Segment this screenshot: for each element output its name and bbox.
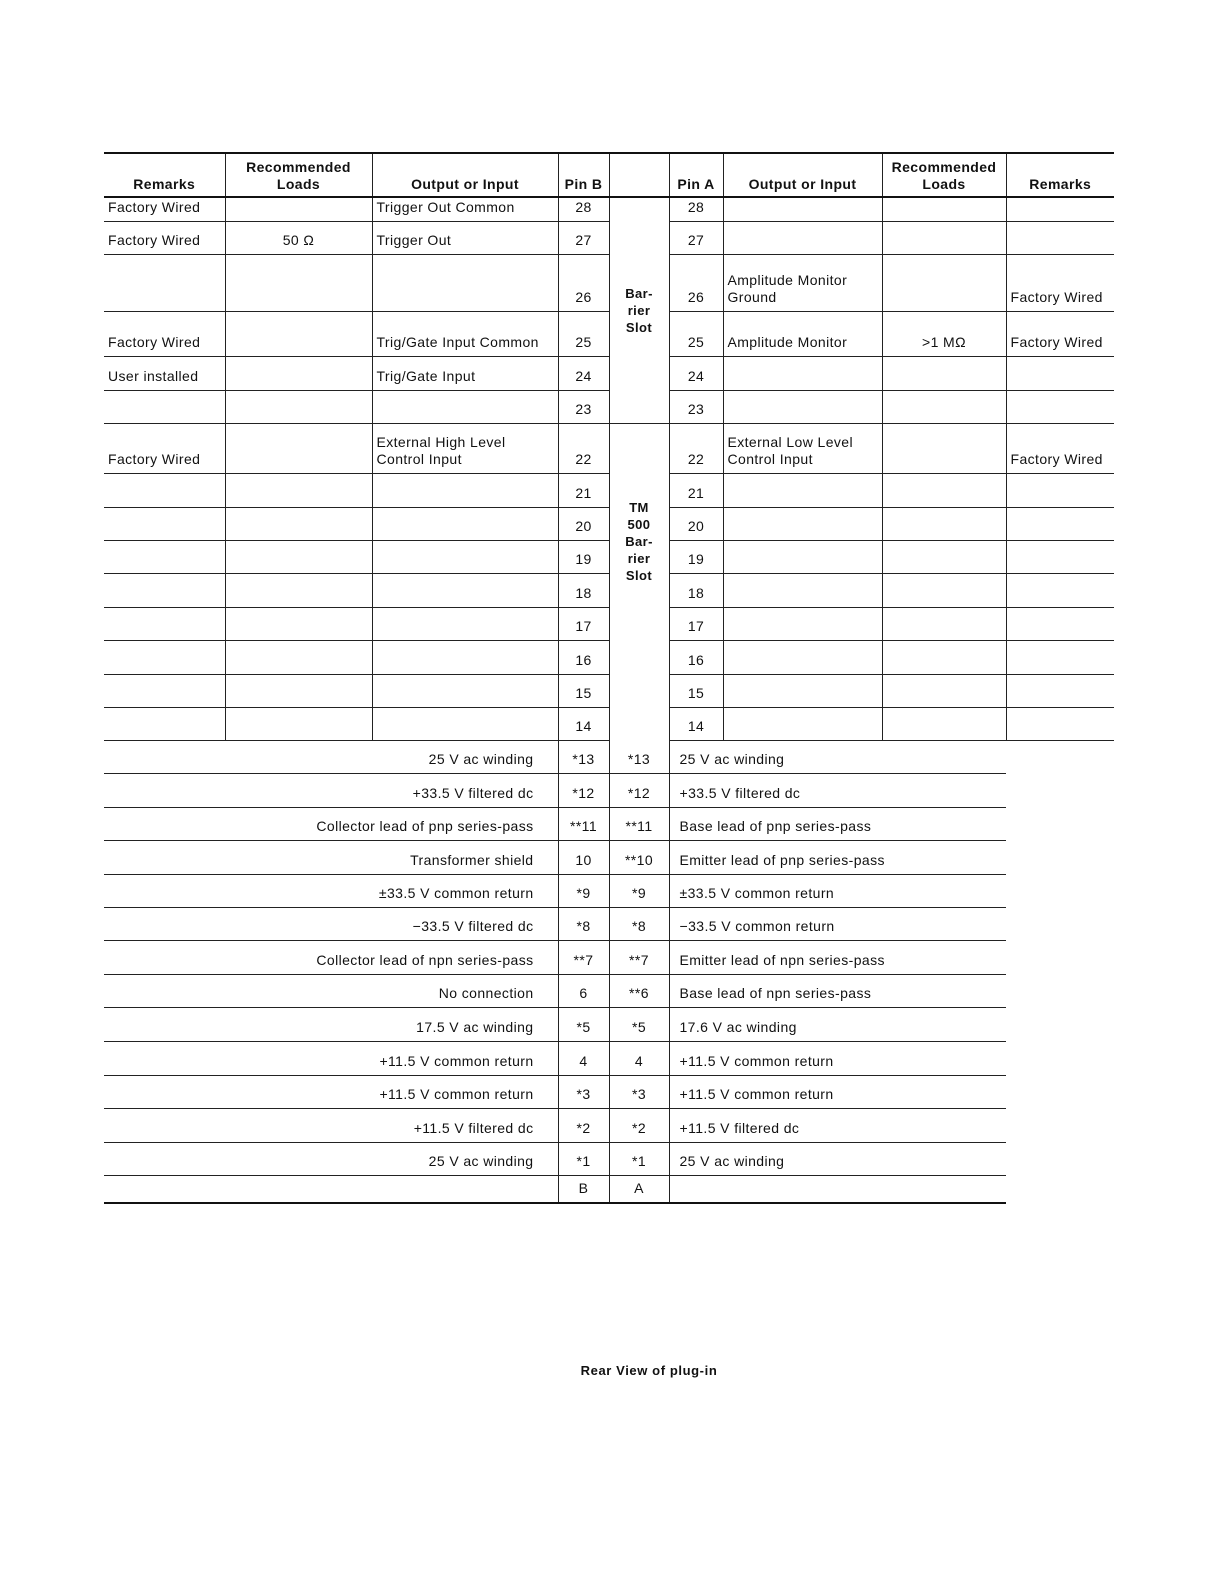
header-pin-b: Pin B: [558, 153, 609, 197]
output-a-cell: −33.5 V common return: [669, 907, 1006, 940]
pin-b-cell: B: [558, 1175, 609, 1203]
pin-b-cell: 26: [558, 254, 609, 311]
pin-a-cell: 4: [609, 1041, 669, 1075]
pin-b-cell: *2: [558, 1108, 609, 1142]
loads-b-cell: [225, 507, 372, 540]
table-row: [104, 1175, 1114, 1203]
pin-a-cell: *8: [609, 907, 669, 940]
remarks-b-cell: [104, 390, 225, 423]
pin-b-cell: 23: [558, 390, 609, 423]
loads-b-cell: [225, 356, 372, 390]
output-a-cell: Amplitude Monitor Ground: [723, 254, 882, 311]
remarks-b-cell: [104, 573, 225, 607]
remarks-b-cell: User installed: [104, 356, 225, 390]
pin-a-cell: 15: [669, 674, 723, 707]
pin-a-cell: **11: [609, 807, 669, 840]
loads-b-cell: [225, 540, 372, 573]
table-row: [104, 974, 1114, 1007]
remarks-a-cell: [1006, 221, 1114, 254]
table-row: [104, 907, 1114, 940]
pin-a-cell: *1: [609, 1142, 669, 1175]
output-a-cell: [669, 1175, 1006, 1203]
remarks-a-cell: [1006, 607, 1114, 640]
output-b-cell: −33.5 V filtered dc: [104, 907, 558, 940]
pin-a-cell: 25: [669, 311, 723, 356]
header-output-b: Output or Input: [372, 153, 558, 197]
remarks-a-cell: [1006, 707, 1114, 740]
output-b-cell: [372, 473, 558, 507]
output-a-cell: Emitter lead of npn series-pass: [669, 940, 1006, 974]
header-remarks-a: Remarks: [1006, 153, 1114, 197]
loads-a-cell: [882, 640, 1006, 674]
table-row: [104, 1142, 1114, 1175]
pin-a-cell: 22: [669, 423, 723, 473]
output-b-cell: 17.5 V ac winding: [104, 1007, 558, 1041]
loads-a-cell: [882, 423, 1006, 473]
output-b-cell: Transformer shield: [104, 840, 558, 874]
pin-b-cell: 21: [558, 473, 609, 507]
output-a-cell: +33.5 V filtered dc: [669, 773, 1006, 807]
remarks-b-cell: [104, 607, 225, 640]
output-a-cell: [723, 607, 882, 640]
tm500-slot-text: TM 500 Bar- rier Slot: [625, 500, 653, 584]
output-b-cell: 25 V ac winding: [104, 740, 558, 773]
output-b-cell: [372, 254, 558, 311]
header-remarks-b: Remarks: [104, 153, 225, 197]
remarks-a-cell: [1006, 390, 1114, 423]
remarks-b-cell: Factory Wired: [104, 423, 225, 473]
table-row: [104, 874, 1114, 907]
pin-b-cell: *12: [558, 773, 609, 807]
loads-b-cell: [225, 707, 372, 740]
loads-b-cell: [225, 607, 372, 640]
loads-a-cell: [882, 390, 1006, 423]
table-row: [104, 423, 1114, 473]
loads-b-cell: [225, 640, 372, 674]
output-a-cell: Emitter lead of pnp series-pass: [669, 840, 1006, 874]
pin-b-cell: 16: [558, 640, 609, 674]
output-a-cell: +11.5 V common return: [669, 1075, 1006, 1108]
loads-a-cell: [882, 254, 1006, 311]
loads-a-cell: [882, 707, 1006, 740]
output-b-cell: Trigger Out Common: [372, 197, 558, 221]
pin-b-cell: 20: [558, 507, 609, 540]
loads-a-cell: [882, 674, 1006, 707]
table-row: [104, 1075, 1114, 1108]
remarks-a-cell: [1006, 356, 1114, 390]
table-row: [104, 940, 1114, 974]
remarks-b-cell: [104, 674, 225, 707]
remarks-b-cell: [104, 254, 225, 311]
pin-b-cell: 17: [558, 607, 609, 640]
pin-b-cell: 18: [558, 573, 609, 607]
output-b-cell: +11.5 V common return: [104, 1075, 558, 1108]
lower-pin-rows: [104, 740, 1114, 1203]
table-row: [104, 1007, 1114, 1041]
output-b-cell: +11.5 V filtered dc: [104, 1108, 558, 1142]
output-a-cell: [723, 356, 882, 390]
loads-a-cell: [882, 507, 1006, 540]
loads-b-cell: [225, 674, 372, 707]
header-pin-a: Pin A: [669, 153, 723, 197]
remarks-b-cell: Factory Wired: [104, 311, 225, 356]
output-b-cell: [372, 390, 558, 423]
remarks-a-cell: [1006, 674, 1114, 707]
pin-b-cell: 28: [558, 197, 609, 221]
output-b-cell: [372, 507, 558, 540]
table-row: [104, 1041, 1114, 1075]
pin-b-cell: 22: [558, 423, 609, 473]
loads-a-cell: [882, 197, 1006, 221]
output-b-cell: [372, 640, 558, 674]
output-b-cell: Trig/Gate Input: [372, 356, 558, 390]
loads-b-cell: [225, 423, 372, 473]
pin-b-cell: 6: [558, 974, 609, 1007]
pin-b-cell: 25: [558, 311, 609, 356]
pin-a-cell: 18: [669, 573, 723, 607]
output-a-cell: +11.5 V common return: [669, 1041, 1006, 1075]
pin-b-cell: 14: [558, 707, 609, 740]
output-a-cell: 17.6 V ac winding: [669, 1007, 1006, 1041]
output-b-cell: [372, 674, 558, 707]
output-a-cell: Amplitude Monitor: [723, 311, 882, 356]
pin-a-cell: 21: [669, 473, 723, 507]
output-b-cell: [372, 573, 558, 607]
pin-a-cell: 16: [669, 640, 723, 674]
header-output-a: Output or Input: [723, 153, 882, 197]
loads-a-cell: [882, 356, 1006, 390]
remarks-b-cell: Factory Wired: [104, 197, 225, 221]
table-row: [104, 773, 1114, 807]
barrier-slot-label: [609, 197, 669, 423]
pin-assignment-sheet: [104, 152, 1114, 1378]
table-row: [104, 840, 1114, 874]
loads-b-cell: [225, 390, 372, 423]
output-a-cell: [723, 507, 882, 540]
pin-b-cell: **7: [558, 940, 609, 974]
pin-a-cell: *5: [609, 1007, 669, 1041]
output-a-cell: [723, 674, 882, 707]
output-b-cell: [372, 707, 558, 740]
output-b-cell: Collector lead of pnp series-pass: [104, 807, 558, 840]
pin-a-cell: *9: [609, 874, 669, 907]
remarks-a-cell: Factory Wired: [1006, 423, 1114, 473]
output-b-cell: Trigger Out: [372, 221, 558, 254]
output-a-cell: [723, 221, 882, 254]
pin-b-cell: *8: [558, 907, 609, 940]
output-a-cell: +11.5 V filtered dc: [669, 1108, 1006, 1142]
tm500-slot-label: [609, 423, 669, 740]
pin-assignment-table: [104, 152, 1114, 1204]
figure-caption: Rear View of plug-in: [580, 1363, 718, 1378]
output-b-cell: ±33.5 V common return: [104, 874, 558, 907]
pin-b-cell: **11: [558, 807, 609, 840]
remarks-a-cell: [1006, 573, 1114, 607]
loads-a-cell: [882, 607, 1006, 640]
output-b-cell: Trig/Gate Input Common: [372, 311, 558, 356]
pin-b-cell: *5: [558, 1007, 609, 1041]
pin-b-cell: 15: [558, 674, 609, 707]
output-a-cell: 25 V ac winding: [669, 1142, 1006, 1175]
pin-a-cell: 24: [669, 356, 723, 390]
loads-b-cell: [225, 254, 372, 311]
pin-b-cell: *1: [558, 1142, 609, 1175]
pin-a-cell: 19: [669, 540, 723, 573]
output-a-cell: [723, 573, 882, 607]
remarks-b-cell: [104, 473, 225, 507]
pin-b-cell: *9: [558, 874, 609, 907]
remarks-b-cell: Factory Wired: [104, 221, 225, 254]
output-b-cell: [372, 607, 558, 640]
pin-a-cell: *2: [609, 1108, 669, 1142]
pin-a-cell: *12: [609, 773, 669, 807]
loads-b-cell: [225, 311, 372, 356]
header-loads-b: Recommended Loads: [225, 153, 372, 197]
output-b-cell: External High Level Control Input: [372, 423, 558, 473]
barrier-slot-text: Bar- rier Slot: [625, 285, 653, 335]
pin-b-cell: 19: [558, 540, 609, 573]
output-a-cell: Base lead of pnp series-pass: [669, 807, 1006, 840]
output-a-cell: [723, 197, 882, 221]
remarks-a-cell: Factory Wired: [1006, 311, 1114, 356]
loads-b-cell: [225, 197, 372, 221]
output-a-cell: [723, 473, 882, 507]
output-a-cell: ±33.5 V common return: [669, 874, 1006, 907]
output-a-cell: 25 V ac winding: [669, 740, 1006, 773]
pin-a-cell: 26: [669, 254, 723, 311]
pin-a-cell: *3: [609, 1075, 669, 1108]
remarks-a-cell: [1006, 507, 1114, 540]
remarks-b-cell: [104, 540, 225, 573]
pin-b-cell: *3: [558, 1075, 609, 1108]
remarks-a-cell: [1006, 473, 1114, 507]
output-b-cell: +33.5 V filtered dc: [104, 773, 558, 807]
pin-a-cell: 17: [669, 607, 723, 640]
remarks-a-cell: Factory Wired: [1006, 254, 1114, 311]
pin-a-cell: *13: [609, 740, 669, 773]
output-a-cell: External Low Level Control Input: [723, 423, 882, 473]
pin-b-cell: 27: [558, 221, 609, 254]
pin-a-cell: **6: [609, 974, 669, 1007]
loads-a-cell: [882, 221, 1006, 254]
remarks-b-cell: [104, 640, 225, 674]
loads-a-cell: [882, 473, 1006, 507]
output-b-cell: [372, 540, 558, 573]
pin-b-cell: 4: [558, 1041, 609, 1075]
table-row: [104, 740, 1114, 773]
pin-a-cell: **7: [609, 940, 669, 974]
header-slot-blank: [609, 153, 669, 197]
pin-a-cell: 20: [669, 507, 723, 540]
loads-a-cell: [882, 540, 1006, 573]
output-a-cell: [723, 640, 882, 674]
remarks-b-cell: [104, 707, 225, 740]
loads-b-cell: 50 Ω: [225, 221, 372, 254]
pin-a-cell: 27: [669, 221, 723, 254]
loads-b-cell: [225, 573, 372, 607]
pin-a-cell: 28: [669, 197, 723, 221]
pin-b-cell: *13: [558, 740, 609, 773]
output-b-cell: No connection: [104, 974, 558, 1007]
pin-b-cell: 24: [558, 356, 609, 390]
output-b-cell: +11.5 V common return: [104, 1041, 558, 1075]
remarks-a-cell: [1006, 540, 1114, 573]
output-b-cell: [104, 1175, 558, 1203]
table-row: [104, 197, 1114, 221]
remarks-a-cell: [1006, 197, 1114, 221]
remarks-b-cell: [104, 507, 225, 540]
output-a-cell: Base lead of npn series-pass: [669, 974, 1006, 1007]
loads-a-cell: >1 MΩ: [882, 311, 1006, 356]
loads-a-cell: [882, 573, 1006, 607]
upper-pin-rows: [104, 197, 1114, 740]
output-b-cell: Collector lead of npn series-pass: [104, 940, 558, 974]
header-loads-a: Recommended Loads: [882, 153, 1006, 197]
pin-a-cell: 23: [669, 390, 723, 423]
loads-b-cell: [225, 473, 372, 507]
table-row: [104, 807, 1114, 840]
pin-a-cell: **10: [609, 840, 669, 874]
output-a-cell: [723, 540, 882, 573]
output-a-cell: [723, 707, 882, 740]
table-row: [104, 1108, 1114, 1142]
output-b-cell: 25 V ac winding: [104, 1142, 558, 1175]
pin-a-cell: A: [609, 1175, 669, 1203]
pin-a-cell: 14: [669, 707, 723, 740]
output-a-cell: [723, 390, 882, 423]
remarks-a-cell: [1006, 640, 1114, 674]
pin-b-cell: 10: [558, 840, 609, 874]
